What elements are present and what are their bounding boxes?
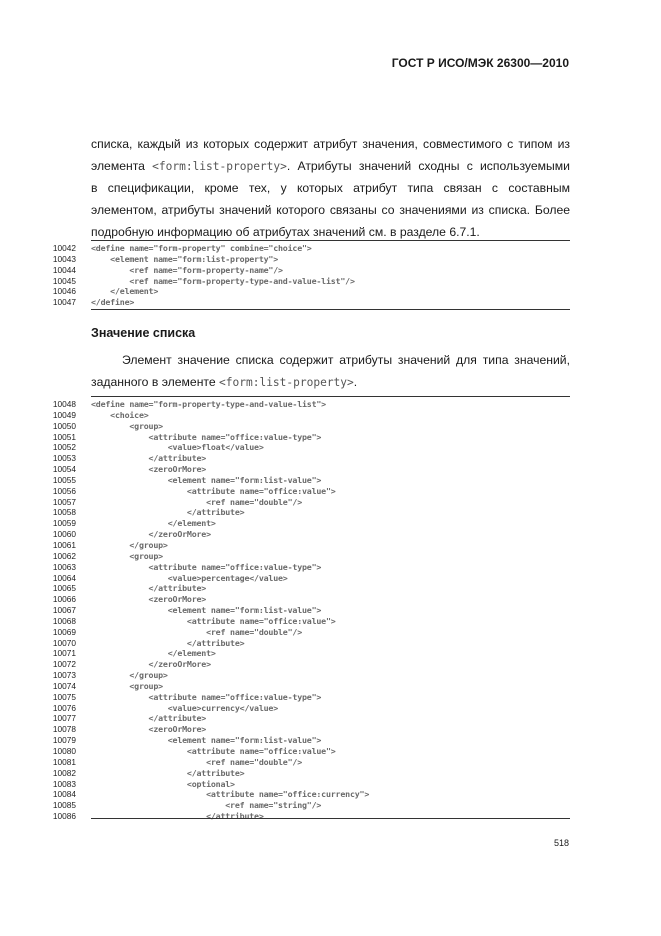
section-line-1: Элемент значение списка содержит атрибуты значений для типа значений, <box>122 353 570 367</box>
code-text: <define name="form-property" combine="choice"> <box>91 243 312 253</box>
line-number: 10086 <box>52 811 76 822</box>
code-line <box>0 768 661 779</box>
code-line <box>0 497 661 508</box>
code-line <box>0 518 661 529</box>
code-line <box>0 605 661 616</box>
line-number: 10062 <box>52 550 76 561</box>
line-number: 10068 <box>52 615 76 626</box>
code-line <box>0 627 661 638</box>
code-text: </attribute> <box>91 637 245 648</box>
line-number: 10083 <box>52 778 76 789</box>
code-text: </element> <box>91 286 159 297</box>
code-text: <define name="form-property-type-and-value-list"> <box>91 399 326 409</box>
line-number: 10085 <box>52 800 76 811</box>
code-text: <value>float</value> <box>91 442 264 453</box>
code-line <box>0 562 661 573</box>
code-line <box>0 464 661 475</box>
intro-line-2 <box>91 155 570 177</box>
line-number: 10060 <box>52 529 76 540</box>
code-line <box>0 265 661 276</box>
code-text: </group> <box>91 670 168 681</box>
code-line <box>0 703 661 714</box>
code-line <box>0 421 661 432</box>
code-text: <value>currency</value> <box>91 702 279 713</box>
code-text: </attribute> <box>91 713 207 724</box>
code-line <box>0 757 661 768</box>
line-number: 10079 <box>52 735 76 746</box>
line-number: 10077 <box>52 713 76 724</box>
code-text: </attribute> <box>91 811 264 822</box>
code-block-1-bottom-rule <box>91 309 570 310</box>
code-text: <ref name="form-property-name"/> <box>91 264 283 275</box>
code-line <box>0 475 661 486</box>
document-header: ГОСТ Р ИСО/МЭК 26300—2010 <box>391 56 569 70</box>
line-number: 10048 <box>52 399 76 409</box>
code-line <box>0 410 661 421</box>
intro-line-5: подробную информацию об атрибутах значений см. в разделе 6.7.1. <box>91 225 480 239</box>
line-number: 10067 <box>52 605 76 616</box>
line-number: 10058 <box>52 507 76 518</box>
code-line <box>0 746 661 757</box>
code-line <box>0 551 661 562</box>
code-text: <value>percentage</value> <box>91 572 288 583</box>
code-line <box>0 648 661 659</box>
code-text: <ref name="string"/> <box>91 800 322 811</box>
intro-line-3: в спецификации, кроме тех, у которых атрибут типа связан с составным <box>91 181 570 195</box>
code-text: <attribute name="office:value-type"> <box>91 431 322 442</box>
code-line <box>0 594 661 605</box>
code-text: <element name="form:list-value"> <box>91 735 322 746</box>
line-number: 10059 <box>52 518 76 529</box>
intro-line-1: списка, каждый из которых содержит атрибут значения, совместимого с типом из <box>91 137 570 151</box>
code-text: </group> <box>91 539 168 550</box>
code-line <box>0 713 661 724</box>
line-number: 10072 <box>52 659 76 670</box>
code-text: <element name="form:list-property"> <box>91 253 279 264</box>
code-text: <element name="form:list-value"> <box>91 605 322 616</box>
code-line <box>0 724 661 735</box>
code-line <box>0 779 661 790</box>
line-number: 10049 <box>52 409 76 420</box>
line-number: 10064 <box>52 572 76 583</box>
intro-line-2-start: элемента <box>91 159 153 173</box>
line-number: 10054 <box>52 464 76 475</box>
code-text: <ref name="double"/> <box>91 496 302 507</box>
code-line <box>0 399 661 410</box>
code-text: </attribute> <box>91 767 245 778</box>
code-line <box>0 507 661 518</box>
code-text: <attribute name="office:value-type"> <box>91 691 322 702</box>
code-text: <group> <box>91 420 163 431</box>
code-block-2-top-rule <box>91 396 570 397</box>
code-line <box>0 670 661 681</box>
line-number: 10053 <box>52 453 76 464</box>
line-number: 10052 <box>52 442 76 453</box>
code-text: <choice> <box>91 409 149 420</box>
code-line <box>0 486 661 497</box>
line-number: 10066 <box>52 594 76 605</box>
code-line <box>0 735 661 746</box>
line-number: 10076 <box>52 702 76 713</box>
code-block-1-top-rule <box>91 240 570 241</box>
code-line <box>0 432 661 443</box>
section-line-2-end: . <box>353 375 358 389</box>
code-text: </element> <box>91 648 216 659</box>
line-number: 10047 <box>52 297 76 308</box>
code-text: <group> <box>91 680 163 691</box>
code-text: <attribute name="office:value"> <box>91 615 336 626</box>
code-line <box>0 540 661 551</box>
line-number: 10044 <box>52 264 76 275</box>
code-line <box>0 243 661 254</box>
intro-line-2-end: . Атрибуты значений сходны с используемыми <box>286 159 570 173</box>
code-line <box>0 692 661 703</box>
line-number: 10080 <box>52 746 76 756</box>
code-text: <zeroOrMore> <box>91 724 207 735</box>
line-number: 10056 <box>52 485 76 496</box>
code-line <box>0 659 661 670</box>
section-paragraph <box>91 349 570 393</box>
line-number: 10074 <box>52 680 76 691</box>
page-number: 518 <box>553 838 569 848</box>
line-number: 10073 <box>52 670 76 681</box>
code-line <box>0 583 661 594</box>
code-text: <group> <box>91 550 163 561</box>
code-line <box>0 442 661 453</box>
code-text: </attribute> <box>91 507 245 518</box>
code-line <box>0 811 661 822</box>
line-number: 10045 <box>52 275 76 286</box>
line-number: 10081 <box>52 756 76 767</box>
code-text: <element name="form:list-value"> <box>91 474 322 485</box>
code-block-2-bottom-rule <box>91 818 570 819</box>
line-number: 10051 <box>52 431 76 442</box>
code-line <box>0 573 661 584</box>
code-text: <attribute name="office:value"> <box>91 746 336 756</box>
code-line <box>0 800 661 811</box>
code-text: <zeroOrMore> <box>91 594 207 605</box>
code-line <box>0 638 661 649</box>
code-text: </define> <box>91 297 135 308</box>
code-text: <optional> <box>91 778 235 789</box>
code-text: <ref name="form-property-type-and-value-list"/> <box>91 275 355 286</box>
code-text: </zeroOrMore> <box>91 659 211 670</box>
code-text: </attribute> <box>91 583 207 594</box>
code-line <box>0 681 661 692</box>
code-block-1 <box>0 243 661 308</box>
line-number: 10046 <box>52 286 76 297</box>
code-line <box>0 297 661 308</box>
line-number: 10063 <box>52 561 76 572</box>
line-number: 10042 <box>52 243 76 253</box>
line-number: 10069 <box>52 626 76 637</box>
code-block-2 <box>0 399 661 822</box>
code-text: <ref name="double"/> <box>91 756 302 767</box>
line-number: 10078 <box>52 724 76 735</box>
code-text: </element> <box>91 518 216 529</box>
code-text: <attribute name="office:value-type"> <box>91 561 322 572</box>
code-line <box>0 286 661 297</box>
code-line <box>0 529 661 540</box>
code-text: <attribute name="office:value"> <box>91 485 336 496</box>
code-line <box>0 453 661 464</box>
line-number: 10057 <box>52 496 76 507</box>
code-line <box>0 276 661 287</box>
line-number: 10061 <box>52 539 76 550</box>
intro-paragraph <box>91 133 570 243</box>
code-text: <attribute name="office:currency"> <box>91 789 370 800</box>
code-line <box>0 789 661 800</box>
section-inline-code: <form:list-property> <box>219 376 354 389</box>
code-text: <ref name="double"/> <box>91 626 302 637</box>
section-line-2 <box>91 371 570 393</box>
code-text: </attribute> <box>91 453 207 464</box>
section-line-2-start: заданного в элементе <box>91 375 220 389</box>
section-heading: Значение списка <box>91 326 196 340</box>
code-line <box>0 616 661 627</box>
intro-line-4: элементом, атрибуты значений которого связаны со значениями из списка. Более <box>91 203 570 217</box>
code-text: <zeroOrMore> <box>91 464 207 475</box>
line-number: 10070 <box>52 637 76 648</box>
line-number: 10050 <box>52 420 76 431</box>
line-number: 10043 <box>52 253 76 264</box>
line-number: 10065 <box>52 583 76 594</box>
code-line <box>0 254 661 265</box>
line-number: 10075 <box>52 691 76 702</box>
intro-inline-code: <form:list-property> <box>152 160 287 173</box>
code-text: </zeroOrMore> <box>91 529 211 540</box>
line-number: 10055 <box>52 474 76 485</box>
line-number: 10084 <box>52 789 76 800</box>
line-number: 10082 <box>52 767 76 778</box>
line-number: 10071 <box>52 648 76 659</box>
